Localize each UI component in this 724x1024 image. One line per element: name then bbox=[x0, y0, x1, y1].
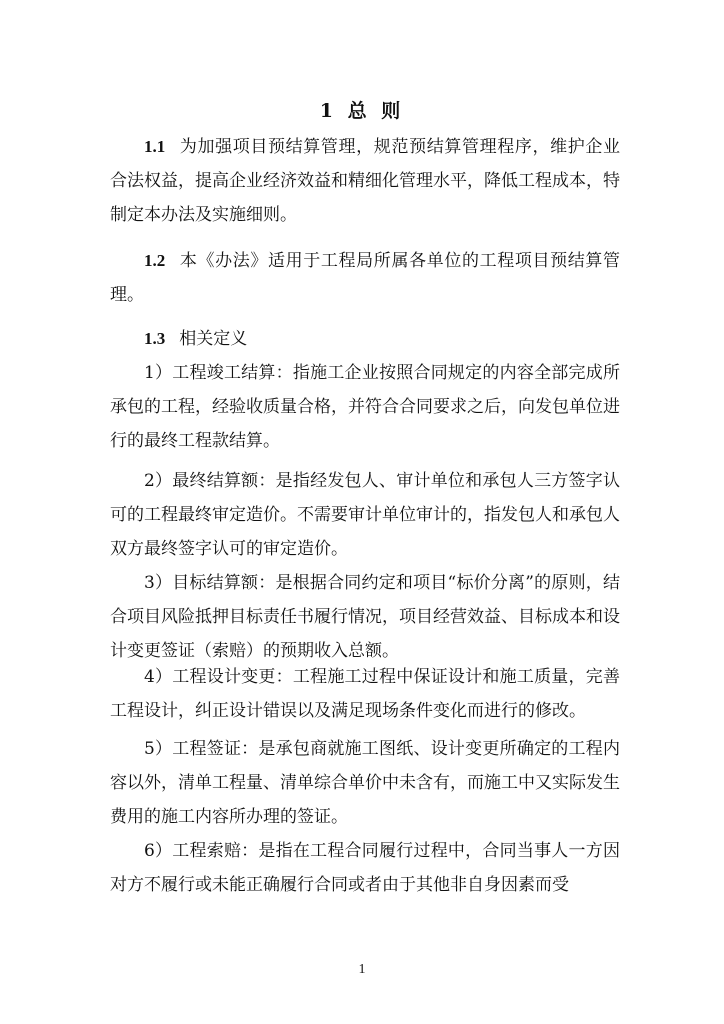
section-1-3 bbox=[110, 322, 620, 356]
definition-1: 1）工程竣工结算：指施工企业按照合同规定的内容全部完成所承包的工程，经验收质量合格，并符合合同要求之后，向发包单位进行的最终工程款结算。 bbox=[110, 363, 620, 451]
section-1-1 bbox=[110, 130, 620, 232]
section-number: 1.3 bbox=[144, 329, 166, 348]
definition-2: 2）最终结算额：是指经发包人、审计单位和承包人三方签字认可的工程最终审定造价。不需要审计单位审计的，指发包人和承包人双方最终签字认可的审定造价。 bbox=[110, 471, 620, 559]
definition-5: 5）工程签证：是承包商就施工图纸、设计变更所确定的工程内容以外，清单工程量、清单综合单价中未含有，而施工中又实际发生费用的施工内容所办理的签证。 bbox=[110, 739, 620, 827]
section-number: 1.1 bbox=[144, 137, 166, 156]
definition-3: 3）目标结算额：是根据合同约定和项目“标价分离”的原则，结合项目风险抵押目标责任书履行情况，项目经营效益、目标成本和设计变更签证（索赔）的预期收入总额。 bbox=[110, 573, 620, 661]
section-number: 1.2 bbox=[144, 251, 166, 270]
chapter-title: 1 总 则 bbox=[319, 100, 405, 122]
definition-4: 4）工程设计变更：工程施工过程中保证设计和施工质量，完善工程设计，纠正设计错误以及满足现场条件变化而进行的修改。 bbox=[110, 667, 620, 721]
section-1-2 bbox=[110, 244, 620, 312]
section-text: 为加强项目预结算管理，规范预结算管理程序，维护企业合法权益，提高企业经济效益和精细化管理水平，降低工程成本，特制定本办法及实施细则。 bbox=[110, 137, 620, 225]
section-text: 本《办法》适用于工程局所属各单位的工程项目预结算管理。 bbox=[110, 251, 620, 305]
page-number: 1 bbox=[358, 962, 366, 977]
definition-6: 6）工程索赔：是指在工程合同履行过程中，合同当事人一方因对方不履行或未能正确履行合同或者由于其他非自身因素而受 bbox=[110, 841, 620, 895]
section-text: 相关定义 bbox=[179, 329, 248, 349]
